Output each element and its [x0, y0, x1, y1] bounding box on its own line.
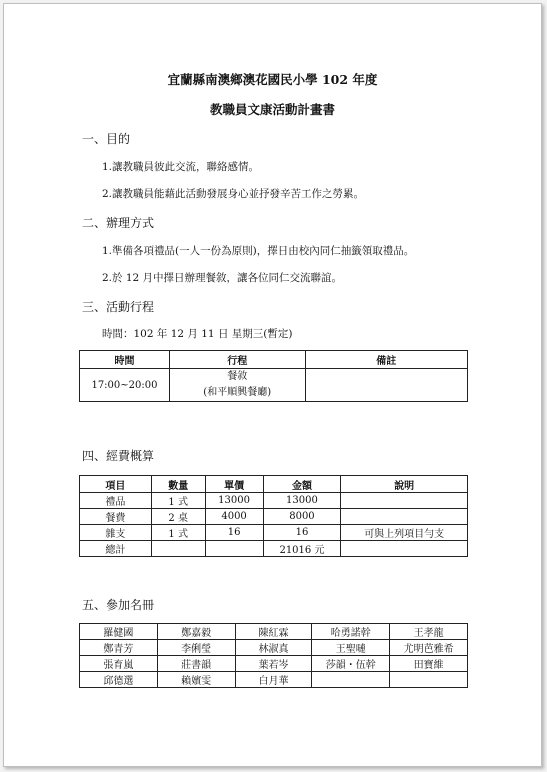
table-cell: 哈勇諾幹	[312, 624, 390, 640]
table-cell	[341, 493, 468, 509]
section-heading-method: 二、辦理方式	[82, 216, 155, 230]
budget-table	[79, 475, 468, 557]
table-row	[80, 509, 468, 525]
table-cell: 林淑真	[235, 640, 312, 656]
table-cell: 禮品	[80, 493, 152, 509]
activity-line: (和平順興餐廳)	[203, 387, 272, 398]
purpose-item-1: 1.讓教職員彼此交流，聯絡感情。	[102, 161, 260, 173]
document-subtitle: 教職員文康活動計畫書	[209, 102, 335, 117]
table-row	[80, 493, 468, 509]
table-row	[80, 525, 468, 541]
roster-table	[79, 623, 468, 688]
method-item-2: 2.於 12 月中擇日辦理餐敘，讓各位同仁交流聯誼。	[102, 272, 343, 284]
table-cell: 可與上列項目勻支	[341, 525, 468, 541]
table-header-cell: 項目	[80, 476, 152, 493]
section-heading-schedule: 三、活動行程	[82, 300, 155, 314]
table-row	[80, 640, 468, 656]
purpose-item-2: 2.讓教職員能藉此活動發展身心並抒發辛苦工作之勞累。	[102, 188, 365, 200]
table-cell	[341, 541, 468, 557]
section-heading-roster: 五、參加名冊	[82, 598, 155, 612]
table-cell	[205, 541, 263, 557]
table-cell: 總計	[80, 541, 152, 557]
table-cell: 田寶維	[390, 656, 468, 672]
table-cell: 21016 元	[263, 541, 341, 557]
schedule-time-cell: 17:00~20:00	[80, 369, 170, 402]
table-cell: 13000	[263, 493, 341, 509]
table-cell: 13000	[205, 493, 263, 509]
table-cell	[390, 672, 468, 688]
table-cell: 莎韻・伍幹	[312, 656, 390, 672]
table-header-row	[80, 476, 468, 493]
table-header-cell: 說明	[341, 476, 468, 493]
table-row	[80, 672, 468, 688]
activity-line: 餐敘	[227, 371, 248, 382]
schedule-time: 時間：102 年 12 月 11 日 星期三(暫定)	[102, 328, 293, 340]
table-cell: 陳紅霖	[235, 624, 312, 640]
document-title: 宜蘭縣南澳鄉澳花國民小學 102 年度	[167, 72, 378, 87]
table-cell: 8000	[263, 509, 341, 525]
table-cell: 鄭青芳	[80, 640, 158, 656]
table-cell	[341, 509, 468, 525]
table-cell: 王聖嗹	[312, 640, 390, 656]
table-cell: 雜支	[80, 525, 152, 541]
table-header-cell: 備註	[305, 351, 468, 369]
table-header-cell: 金額	[263, 476, 341, 493]
table-header-cell: 行程	[169, 351, 305, 369]
table-cell: 賴嬪雯	[157, 672, 235, 688]
document-page	[3, 3, 542, 767]
table-cell: 1 式	[151, 525, 205, 541]
table-cell: 白月華	[235, 672, 312, 688]
section-heading-purpose: 一、目的	[82, 132, 131, 146]
table-cell: 莊書韻	[157, 656, 235, 672]
table-cell	[151, 541, 205, 557]
table-cell: 李俐瑩	[157, 640, 235, 656]
table-row	[80, 541, 468, 557]
table-cell: 鄭嘉毅	[157, 624, 235, 640]
table-header-cell: 時間	[80, 351, 170, 369]
table-header-row	[80, 351, 468, 369]
table-cell: 張育嵐	[80, 656, 158, 672]
schedule-note-cell	[305, 369, 468, 402]
schedule-activity-cell	[169, 369, 305, 402]
table-row	[80, 369, 468, 402]
table-cell: 葉若岑	[235, 656, 312, 672]
table-row	[80, 656, 468, 672]
table-cell: 4000	[205, 509, 263, 525]
method-item-1: 1.準備各項禮品(一人一份為原則)，擇日由校內同仁抽籤領取禮品。	[102, 245, 415, 257]
table-cell: 羅健國	[80, 624, 158, 640]
table-cell: 16	[205, 525, 263, 541]
table-cell: 王孝龍	[390, 624, 468, 640]
table-cell	[312, 672, 390, 688]
table-cell: 1 式	[151, 493, 205, 509]
table-header-cell: 數量	[151, 476, 205, 493]
table-cell: 餐費	[80, 509, 152, 525]
schedule-table	[79, 350, 468, 402]
table-cell: 尤明芭雅希	[390, 640, 468, 656]
table-cell: 邱德選	[80, 672, 158, 688]
table-header-cell: 單價	[205, 476, 263, 493]
table-cell: 2 桌	[151, 509, 205, 525]
section-heading-budget: 四、經費概算	[82, 449, 155, 463]
table-cell: 16	[263, 525, 341, 541]
table-row	[80, 624, 468, 640]
